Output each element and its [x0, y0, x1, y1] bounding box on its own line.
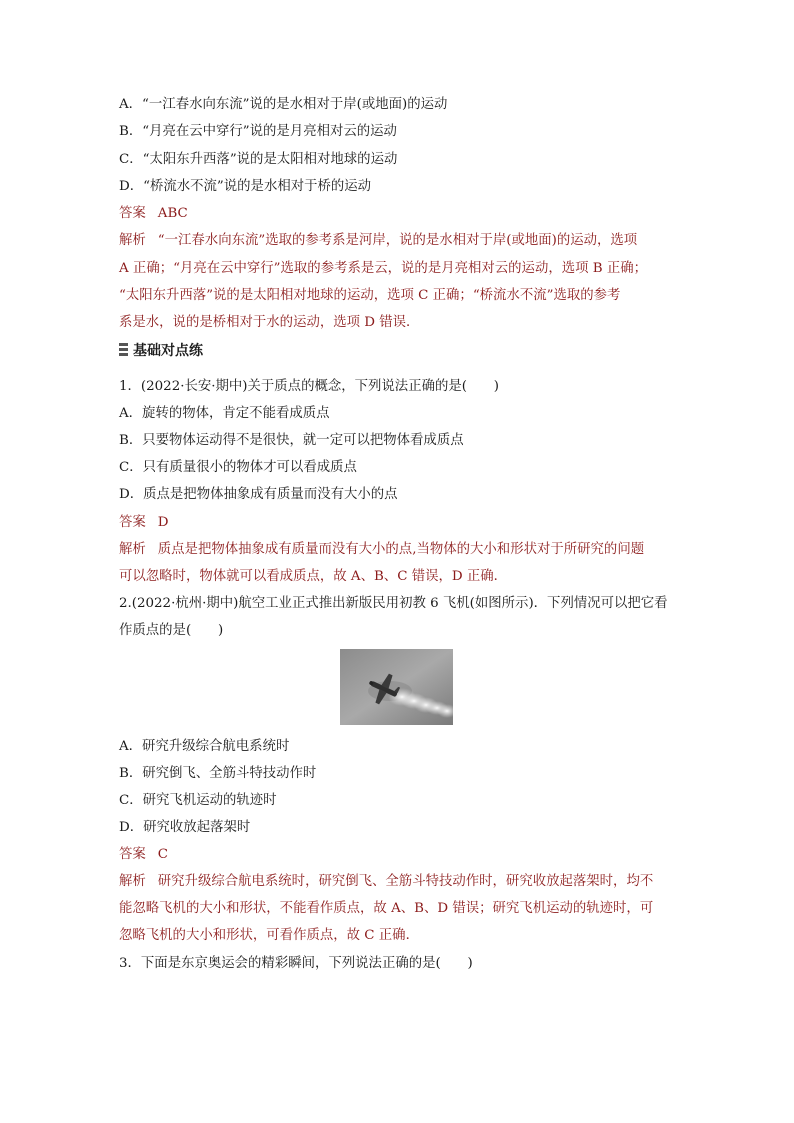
- answer-value: C: [157, 847, 169, 862]
- q2-option-c: C．研究飞机运动的轨迹时: [119, 793, 277, 808]
- q2-analysis-line-1: [119, 872, 653, 892]
- intro-answer: [119, 204, 188, 224]
- section-header: [119, 340, 203, 360]
- section-title: 基础对点练: [133, 343, 203, 359]
- q2-option-a: A．研究升级综合航电系统时: [119, 739, 290, 754]
- answer-label: 答案: [119, 515, 146, 530]
- q1-analysis-line-1: [119, 540, 644, 560]
- q2-option-b: B．研究倒飞、全筋斗特技动作时: [119, 766, 317, 781]
- q1-option-a: A．旋转的物体，肯定不能看成质点: [119, 406, 330, 421]
- intro-analysis-line-4: 系是水，说的是桥相对于水的运动，选项 D 错误．: [119, 315, 420, 330]
- answer-value: D: [157, 515, 169, 530]
- q2-option-d: D．研究收放起落架时: [119, 820, 251, 835]
- intro-option-a: A．“一江春水向东流”说的是水相对于岸(或地面)的运动: [119, 97, 448, 112]
- answer-label: 答案: [119, 847, 146, 862]
- q2-analysis-line-2: 能忽略飞机的大小和形状，不能看作质点，故 A、B、D 错误；研究飞机运动的轨迹时，可: [119, 901, 654, 916]
- intro-analysis-line-1: [119, 231, 637, 251]
- q2-answer: [119, 845, 168, 865]
- analysis-label: 解析: [119, 233, 146, 248]
- q1-analysis-line-2: 可以忽略时，物体就可以看成质点，故 A、B、C 错误，D 正确．: [119, 569, 508, 584]
- answer-label: 答案: [119, 206, 146, 221]
- q2-stem-line-2: 作质点的是( ): [119, 623, 224, 638]
- section-bars-icon: [119, 343, 128, 357]
- analysis-text: 质点是把物体抽象成有质量而没有大小的点,当物体的大小和形状对于所研究的问题: [157, 542, 645, 557]
- q2-analysis-line-3: 忽略飞机的大小和形状，可看作质点，故 C 正确．: [119, 928, 419, 943]
- answer-value: ABC: [157, 206, 188, 221]
- analysis-label: 解析: [119, 542, 146, 557]
- q1-option-c: C．只有质量很小的物体才可以看成质点: [119, 460, 357, 475]
- intro-option-c: C．“太阳东升西落”说的是太阳相对地球的运动: [119, 152, 398, 167]
- q3-stem: 3．下面是东京奥运会的精彩瞬间，下列说法正确的是( ): [119, 956, 473, 971]
- q1-stem: 1．(2022·长安·期中)关于质点的概念，下列说法正确的是( ): [119, 379, 499, 394]
- q1-option-d: D．质点是把物体抽象成有质量而没有大小的点: [119, 487, 398, 502]
- q1-option-b: B．只要物体运动得不是很快，就一定可以把物体看成质点: [119, 433, 464, 448]
- analysis-text: “一江春水向东流”选取的参考系是河岸，说的是水相对于岸(或地面)的运动，选项: [157, 233, 638, 248]
- q1-answer: [119, 513, 169, 533]
- q2-stem-line-1: 2.(2022·杭州·期中)航空工业正式推出新版民用初教 6 飞机(如图所示)．下列情况可以把它看: [119, 596, 668, 611]
- intro-analysis-line-2: A 正确；“月亮在云中穿行”选取的参考系是云，说的是月亮相对云的运动，选项 B 正确；: [119, 261, 648, 276]
- intro-option-b: B．“月亮在云中穿行”说的是月亮相对云的运动: [119, 124, 397, 139]
- intro-option-d: D．“桥流水不流”说的是水相对于桥的运动: [119, 179, 372, 194]
- analysis-label: 解析: [119, 874, 146, 889]
- airplane-photo: [340, 649, 453, 725]
- analysis-text: 研究升级综合航电系统时，研究倒飞、全筋斗特技动作时，研究收放起落架时，均不: [157, 874, 654, 889]
- intro-analysis-line-3: “太阳东升西落”说的是太阳相对地球的运动，选项 C 正确；“桥流水不流”选取的参考: [119, 288, 621, 303]
